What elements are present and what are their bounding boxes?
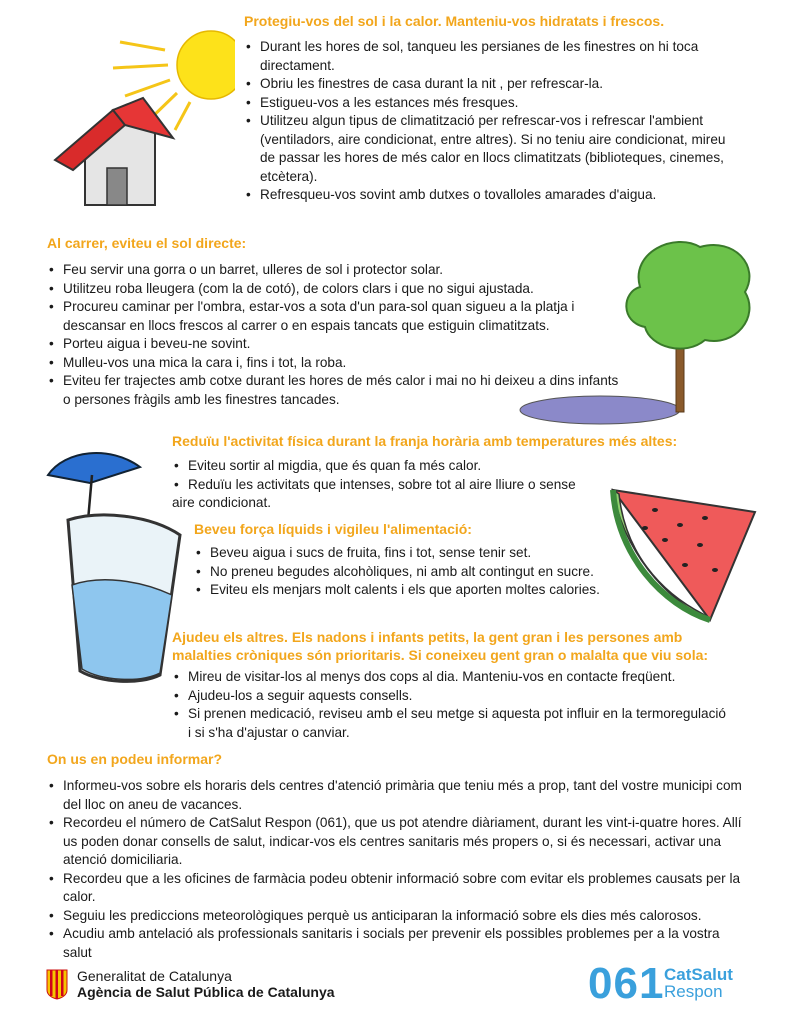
section-liquids-food	[194, 520, 634, 600]
list-item: • Beveu aigua i sucs de fruita, fins i tot, sense tenir set.	[194, 544, 634, 563]
bullet-list	[172, 668, 732, 742]
list-item: • Obriu les finestres de casa durant la nit , per refrescar-la.	[244, 75, 744, 94]
list-item: • Utilitzeu algun tipus de climatització per refrescar-vos i refrescar l'ambient (ventiladors, aire condicionat, entre altres). Si no teniu aire condicionat, mireu de passar les hores de més calor en llocs climatitzats (biblioteques, cinemes, etcètera).	[244, 112, 744, 186]
list-item: • Porteu aigua i beveu-ne sovint.	[47, 335, 622, 354]
catalan-flag-icon	[45, 968, 69, 1000]
logo-subtitle: Respon	[664, 982, 723, 1001]
list-item: • Seguiu les prediccions meteorològiques perquè us anticiparan la informació sobre els dies més calorosos.	[47, 907, 752, 926]
list-item: • Utilitzeu roba lleugera (com la de cotó), de colors clars i que no sigui ajustada.	[47, 280, 622, 299]
list-item: • Eviteu fer trajectes amb cotxe durant les hores de més calor i mai no hi deixeu a dins infants o persones fràgils amb les finestres tancades.	[47, 372, 622, 409]
list-item: • Recordeu el número de CatSalut Respon (061), que us pot atendre diàriament, durant les vint-i-quatre hores. Allí us poden donar consells de salut, indicar-vos els centres sanitaris més propers o, si és necessari, activar una atenció domiciliaria.	[47, 814, 752, 870]
gov-name: Generalitat de Catalunya	[77, 968, 232, 984]
list-item: • Si prenen medicació, reviseu amb el seu metge si aquesta pot influir en la termoregulació i si s'ha d'ajustar o canviar.	[172, 705, 732, 742]
sun-and-house-illustration	[25, 10, 235, 210]
logo-number: 061	[588, 959, 665, 1008]
list-item: • No preneu begudes alcohòliques, ni amb alt contingut en sucre.	[194, 563, 634, 582]
bullet-list	[194, 544, 634, 600]
section-heading: Protegiu-vos del sol i la calor. Manteniu-vos hidratats i frescos.	[244, 13, 665, 29]
section-heading: Al carrer, eviteu el sol directe:	[47, 235, 247, 251]
list-item: • Acudiu amb antelació als professionals sanitaris i socials per prevenir els possibles problemes per a la vostra salut	[47, 925, 752, 962]
bullet-list	[47, 261, 622, 409]
list-item: • Mulleu-vos una mica la cara i, fins i tot, la roba.	[47, 354, 622, 373]
section-heading: Ajudeu els altres. Els nadons i infants petits, la gent gran i les persones amb malalties cròniques són prioritaris. Si coneixeu gent gran o malalta que viu sola:	[172, 629, 709, 663]
section-street-sun	[47, 234, 622, 409]
list-item: • Refresqueu-vos sovint amb dutxes o tovalloles amarades d'aigua.	[244, 186, 744, 205]
list-item: • Procureu caminar per l'ombra, estar-vos a sota d'un para-sol quan sigueu a la platja i descansar en llocs frescos al carrer o en espais tancats que estiguin climatitzats.	[47, 298, 622, 335]
section-protect-sun	[244, 12, 744, 205]
list-item: • Estigueu-vos a les estances més fresques.	[244, 94, 744, 113]
section-information	[47, 750, 752, 962]
section-help-others	[172, 628, 732, 742]
bullet-list	[47, 777, 752, 962]
list-item: • Ajudeu-los a seguir aquests consells.	[172, 687, 732, 706]
bullet-list	[244, 38, 744, 205]
list-item: • Informeu-vos sobre els horaris dels centres d'atenció primària que teniu més a prop, tant del vostre municipi com del lloc on aneu de vacances.	[47, 777, 752, 814]
bullet-list	[172, 457, 602, 494]
house-icon	[55, 98, 173, 205]
list-item: • Feu servir una gorra o un barret, ulleres de sol i protector solar.	[47, 261, 622, 280]
section-heading: On us en podeu informar?	[47, 751, 223, 767]
logo-brand: CatSalut	[664, 965, 733, 984]
section-heading: Reduïu l'activitat física durant la franja horària amb temperatures més altes:	[172, 433, 678, 449]
list-item: • Eviteu els menjars molt calents i els que aporten moltes calories.	[194, 581, 634, 600]
list-item: • Recordeu que a les oficines de farmàcia podeu obtenir informació sobre com evitar els problemes causats per la calor.	[47, 870, 752, 907]
section-physical-activity	[172, 432, 732, 513]
list-item-continuation: aire condicionat.	[172, 495, 271, 510]
agency-name: Agència de Salut Pública de Catalunya	[77, 984, 335, 1000]
list-item: • Reduïu les activitats que intenses, sobre tot al aire lliure o sense	[172, 476, 602, 495]
list-item: • Mireu de visitar-los al menys dos cops al dia. Manteniu-vos en contacte freqüent.	[172, 668, 732, 687]
list-item: • Eviteu sortir al migdia, que és quan fa més calor.	[172, 457, 602, 476]
list-item: • Durant les hores de sol, tanqueu les persianes de les finestres on hi toca directament.	[244, 38, 744, 75]
section-heading: Beveu força líquids i vigileu l'alimentació:	[194, 521, 472, 537]
